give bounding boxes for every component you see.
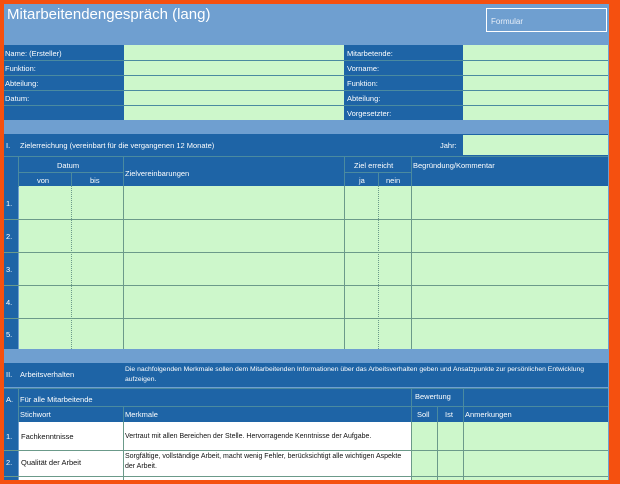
col-von: von xyxy=(37,176,50,185)
row-line xyxy=(19,406,608,407)
row-line xyxy=(4,75,608,76)
section1-header xyxy=(4,134,608,156)
section2-title: Arbeitsverhalten xyxy=(20,370,75,379)
rating-area[interactable] xyxy=(412,422,608,480)
col-line xyxy=(411,186,412,349)
col-nein: nein xyxy=(386,176,401,185)
personal-info-block xyxy=(4,45,608,120)
row-line xyxy=(4,450,608,451)
section1-rows xyxy=(4,186,608,349)
merkmal-cell: Vertraut mit allen Bereichen der Stelle. Hervorragende Kenntnisse der Aufgabe. xyxy=(125,433,372,440)
label-vorgesetzter: Vorgesetzter: xyxy=(347,109,392,118)
label-abteilung-right: Abteilung: xyxy=(347,94,381,103)
row-line xyxy=(4,476,608,477)
row-line xyxy=(4,252,608,253)
row-line xyxy=(4,219,608,220)
col-stichwort: Stichwort xyxy=(20,410,51,419)
criteria-text-area xyxy=(19,422,411,480)
section2-header xyxy=(4,363,608,387)
col-soll: Soll xyxy=(417,410,430,419)
label-name: Name: (Ersteller) xyxy=(5,49,62,58)
subsection-title: Für alle Mitarbeitende xyxy=(20,395,93,404)
row-number: 2. xyxy=(6,232,13,241)
col-line xyxy=(411,388,412,422)
col-ziel-erreicht: Ziel erreicht xyxy=(354,161,394,170)
col-line xyxy=(123,186,124,349)
col-merkmale: Merkmale xyxy=(125,410,158,419)
label-funktion: Funktion: xyxy=(5,64,36,73)
year-label: Jahr: xyxy=(440,141,457,150)
label-datum: Datum: xyxy=(5,94,30,103)
personal-fields-left[interactable] xyxy=(124,45,344,120)
col-line xyxy=(463,388,464,422)
col-ist: Ist xyxy=(445,410,453,419)
section2-columns xyxy=(4,388,608,422)
col-bewertung: Bewertung xyxy=(415,392,451,401)
page-title: Mitarbeitendengespräch (lang) xyxy=(7,6,211,23)
row-number: 3. xyxy=(6,265,13,274)
col-line xyxy=(378,186,379,349)
label-abteilung: Abteilung: xyxy=(5,79,39,88)
row-line xyxy=(4,90,608,91)
section2-intro: Die nachfolgenden Merkmale sollen dem Mitarbeitenden Informationen über das Arbeitsverhalten geben und Ansatzpunkte zur persönlichen Entwicklung aufzeigen. xyxy=(125,366,585,383)
col-line xyxy=(411,157,412,187)
merkmal-cell: Sorgfältige, vollständige Arbeit, macht wenig Fehler, berücksichtigt alle wichtigen Aspekte der Arbeit. xyxy=(125,453,402,470)
row-number: 1. xyxy=(6,432,13,441)
section1-title: Zielerreichung (vereinbart für die vergangenen 12 Monate) xyxy=(20,141,215,150)
row-line xyxy=(4,388,608,389)
col-line xyxy=(344,186,345,349)
col-line xyxy=(437,407,438,422)
stichwort-cell: Qualität der Arbeit xyxy=(21,458,82,467)
goal-rows-area[interactable] xyxy=(19,186,608,349)
col-line xyxy=(123,157,124,187)
section1-number: I. xyxy=(6,141,11,150)
year-input[interactable] xyxy=(463,135,608,155)
col-line xyxy=(463,422,464,480)
col-zielvereinbarungen: Zielvereinbarungen xyxy=(125,169,190,178)
col-line xyxy=(123,407,124,422)
row-number: 2. xyxy=(6,458,13,467)
label-funktion-right: Funktion: xyxy=(347,79,378,88)
col-bis: bis xyxy=(90,176,100,185)
row-line xyxy=(4,105,608,106)
form-sheet xyxy=(4,4,609,480)
row-number: 1. xyxy=(6,199,13,208)
col-kommentar: Begründung/Kommentar xyxy=(413,161,495,170)
row-line xyxy=(4,60,608,61)
stichwort-cell: Fachkenntnisse xyxy=(21,432,74,441)
personal-fields-right[interactable] xyxy=(463,45,608,120)
subsection-letter: A. xyxy=(6,395,14,404)
section1-columns xyxy=(4,156,608,186)
col-line xyxy=(71,186,72,349)
row-line xyxy=(4,285,608,286)
section2-rows xyxy=(4,422,608,480)
row-number-column xyxy=(4,422,18,480)
col-datum: Datum xyxy=(57,161,80,170)
col-line xyxy=(71,173,72,187)
col-line xyxy=(378,173,379,187)
label-vorname: Vorname: xyxy=(347,64,380,73)
section2-number: II. xyxy=(6,370,13,379)
col-line xyxy=(18,388,19,422)
form-type-box xyxy=(486,8,607,32)
col-line xyxy=(437,422,438,480)
row-line xyxy=(4,318,608,319)
col-line xyxy=(411,422,412,480)
label-mitarbeitende: Mitarbetende: xyxy=(347,49,393,58)
col-ja: ja xyxy=(359,176,365,185)
col-line xyxy=(123,422,124,480)
form-type-label: Formular xyxy=(491,17,524,26)
row-number: 4. xyxy=(6,298,13,307)
col-anmerkungen: Anmerkungen xyxy=(465,410,512,419)
row-number: 5. xyxy=(6,330,13,339)
